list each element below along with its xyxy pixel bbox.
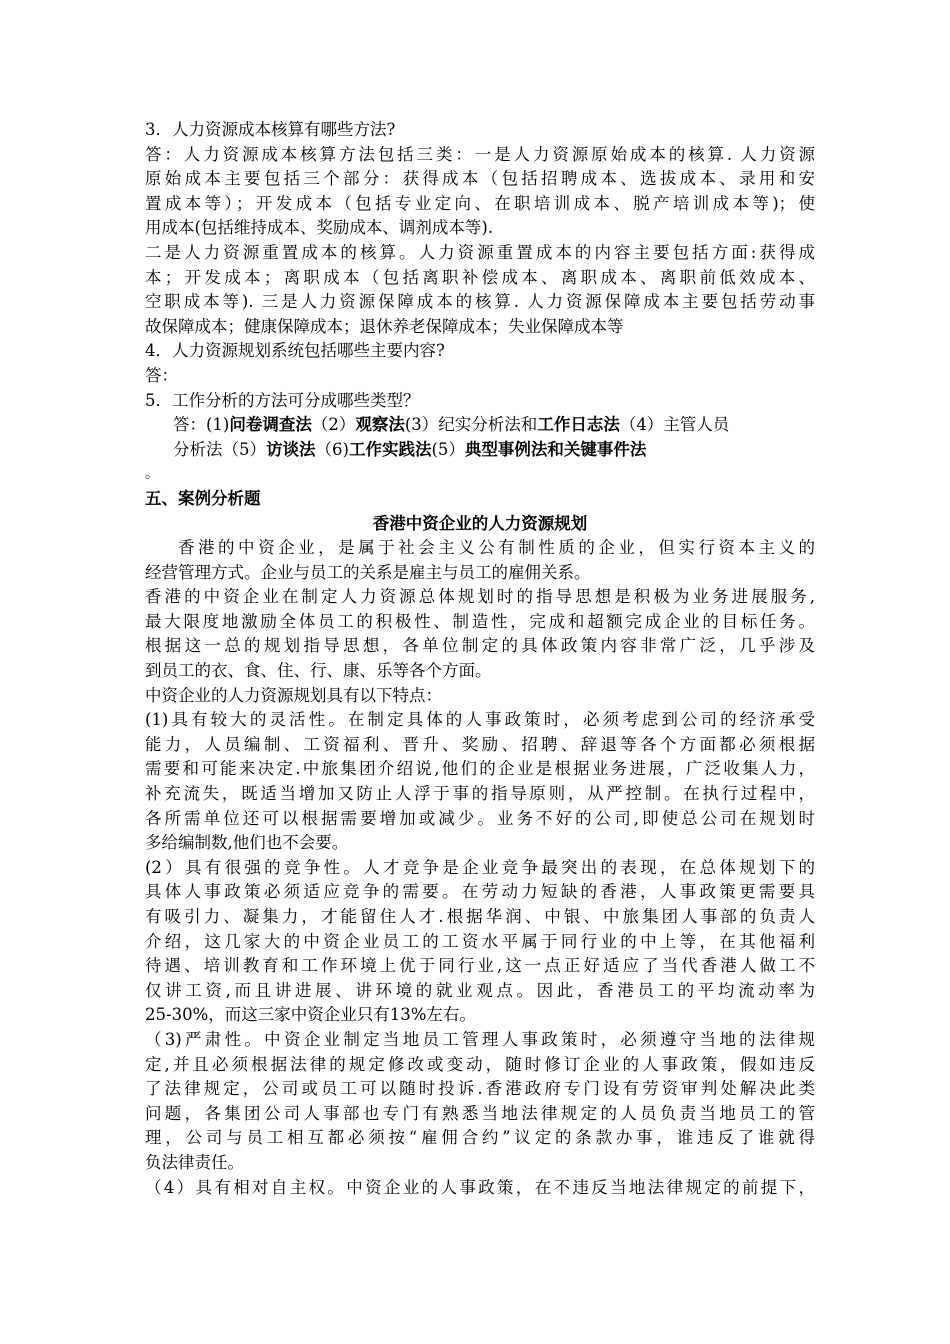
answer-5-text: （2） bbox=[311, 415, 356, 435]
question-5: 5．工作分析的方法可分成哪些类型？ bbox=[145, 390, 420, 410]
answer-5-line bbox=[145, 413, 815, 438]
case-paragraph-line: 香港的中资企业在制定人力资源总体规划时的指导思想是积极为业务进展服务, bbox=[145, 587, 815, 607]
answer-5-line bbox=[145, 438, 815, 463]
method-name: 问卷调查法 bbox=[229, 415, 312, 435]
answer-3-line: 置成本等）；开发成本（包括专业定向、在职培训成本、脱产培训成本等)；使 bbox=[145, 193, 815, 213]
answer-3-line: 本；开发成本；离职成本（包括离职补偿成本、离职成本、离职前低效成本、 bbox=[145, 267, 815, 287]
case-paragraph-line: 最大限度地激励全体员工的积极性、制造性，完成和超额完成企业的目标任务。 bbox=[145, 611, 815, 631]
answer-5-text: 分析法（5） bbox=[173, 439, 266, 459]
question-3: 3．人力资源成本核算有哪些方法? bbox=[145, 120, 396, 139]
answer-3-line: 用成本(包括维持成本、奖励成本、调剂成本等). bbox=[145, 218, 494, 238]
case-paragraph-line: 待遇、培训教育和工作环境上优于同行业,这一点正好适应了当代香港人做工不 bbox=[145, 956, 815, 976]
method-name: 观察法 bbox=[355, 415, 405, 435]
document-body bbox=[145, 118, 815, 1200]
trailing-period: 。 bbox=[145, 466, 159, 483]
method-name: 访谈法 bbox=[266, 439, 316, 459]
case-paragraph-line: 负法律责任。 bbox=[145, 1152, 244, 1172]
answer-5-text: (3）纪实分析法和 bbox=[404, 415, 538, 435]
case-paragraph-line: 中资企业的人力资源规划具有以下特点： bbox=[145, 685, 442, 705]
case-paragraph-line: 需要和可能来决定.中旅集团介绍说,他们的企业是根据业务进展，广泛收集人力， bbox=[145, 759, 815, 779]
case-paragraph-line: 到员工的衣、食、住、行、康、乐等各个方面。 bbox=[145, 661, 492, 681]
case-paragraph-line: 能力，人员编制、工资福利、晋升、奖励、招聘、辞退等各个方面都必须根据 bbox=[145, 734, 815, 754]
answer-5-text: （4）主管人员 bbox=[619, 415, 730, 435]
answer-5-text: 答：(1) bbox=[173, 415, 230, 435]
case-paragraph-line: 问题，各集团公司人事部也专门有熟悉当地法律规定的人员负责当地员工的管 bbox=[145, 1103, 815, 1123]
question-4: 4．人力资源规划系统包括哪些主要内容? bbox=[145, 341, 445, 361]
answer-3-line: 答：人力资源成本核算方法包括三类：一是人力资源原始成本的核算. 人力资源 bbox=[145, 144, 815, 164]
case-paragraph-line: 具体人事政策必须适应竞争的需要。在劳动力短缺的香港，人事政策更需要具 bbox=[145, 882, 815, 902]
case-paragraph-line: 仅讲工资,而且讲进展、讲环境的就业观点。因此，香港员工的平均流动率为 bbox=[145, 980, 815, 1000]
answer-4: 答： bbox=[145, 365, 178, 385]
case-paragraph-line: 补充流失，既适当增加又防止人浮于事的指导原则，从严控制。在执行过程中， bbox=[145, 784, 815, 804]
case-paragraph-line: 有吸引力、凝集力，才能留住人才.根据华润、中银、中旅集团人事部的负责人 bbox=[145, 907, 815, 926]
method-name: 工作日志法 bbox=[537, 415, 620, 435]
answer-3-line: 空职成本等). 三是人力资源保障成本的核算. 人力资源保障成本主要包括劳动事 bbox=[145, 292, 815, 312]
answer-3-line: 原始成本主要包括三个部分：获得成本（包括招聘成本、选拔成本、录用和安 bbox=[145, 169, 815, 189]
case-title: 香港中资企业的人力资源规划 bbox=[372, 513, 588, 533]
case-paragraph-line: 理，公司与员工相互都必须按“雇佣合约”议定的条款办事，谁违反了谁就得 bbox=[145, 1128, 815, 1148]
case-paragraph-line: (2）具有很强的竞争性。人才竞争是企业竞争最突出的表现，在总体规划下的 bbox=[145, 857, 815, 877]
section-heading: 五、案例分析题 bbox=[145, 488, 261, 508]
case-paragraph-line: （3)严肃性。中资企业制定当地员工管理人事政策时，必须遵守当地的法律规 bbox=[145, 1029, 815, 1049]
answer-5-text: (5） bbox=[431, 439, 465, 459]
case-paragraph-line: 各所需单位还可以根据需要增加或减少。业务不好的公司,即使总公司在规划时 bbox=[145, 808, 815, 828]
answer-3-line: 二是人力资源重置成本的核算。人力资源重置成本的内容主要包括方面:获得成 bbox=[145, 242, 815, 262]
case-paragraph-line: 根据这一总的规划指导思想，各单位制定的具体政策内容非常广泛，几乎涉及 bbox=[145, 636, 815, 656]
case-paragraph-line: (1)具有较大的灵活性。在制定具体的人事政策时，必须考虑到公司的经济承受 bbox=[145, 710, 815, 730]
method-name: 工作实践法 bbox=[348, 439, 432, 459]
case-paragraph-line: 了法律规定，公司或员工可以随时投诉.香港政府专门设有劳资审判处解决此类 bbox=[145, 1079, 815, 1099]
case-paragraph-line: 25-30%，而这三家中资企业只有13%左右。 bbox=[145, 1005, 476, 1025]
answer-3-line: 故保障成本；健康保障成本；退休养老保障成本；失业保障成本等 bbox=[145, 316, 624, 336]
method-name: 典型事例法和关键事件法 bbox=[464, 439, 647, 459]
answer-5-text: （6) bbox=[315, 439, 349, 459]
case-paragraph-line: 定,并且必须根据法律的规定修改或变动，随时修订企业的人事政策，假如违反 bbox=[145, 1054, 815, 1074]
case-paragraph-line: （4）具有相对自主权。中资企业的人事政策，在不违反当地法律规定的前提下， bbox=[145, 1177, 815, 1197]
case-paragraph-line: 经营管理方式。企业与员工的关系是雇主与员工的雇佣关系。 bbox=[145, 562, 591, 582]
case-paragraph-line: 介绍，这几家大的中资企业员工的工资水平属于同行业的中上等，在其他福利 bbox=[145, 931, 815, 951]
case-paragraph-line: 香港的中资企业，是属于社会主义公有制性质的企业，但实行资本主义的 bbox=[178, 538, 815, 558]
case-paragraph-line: 多给编制数,他们也不会要。 bbox=[145, 833, 349, 853]
